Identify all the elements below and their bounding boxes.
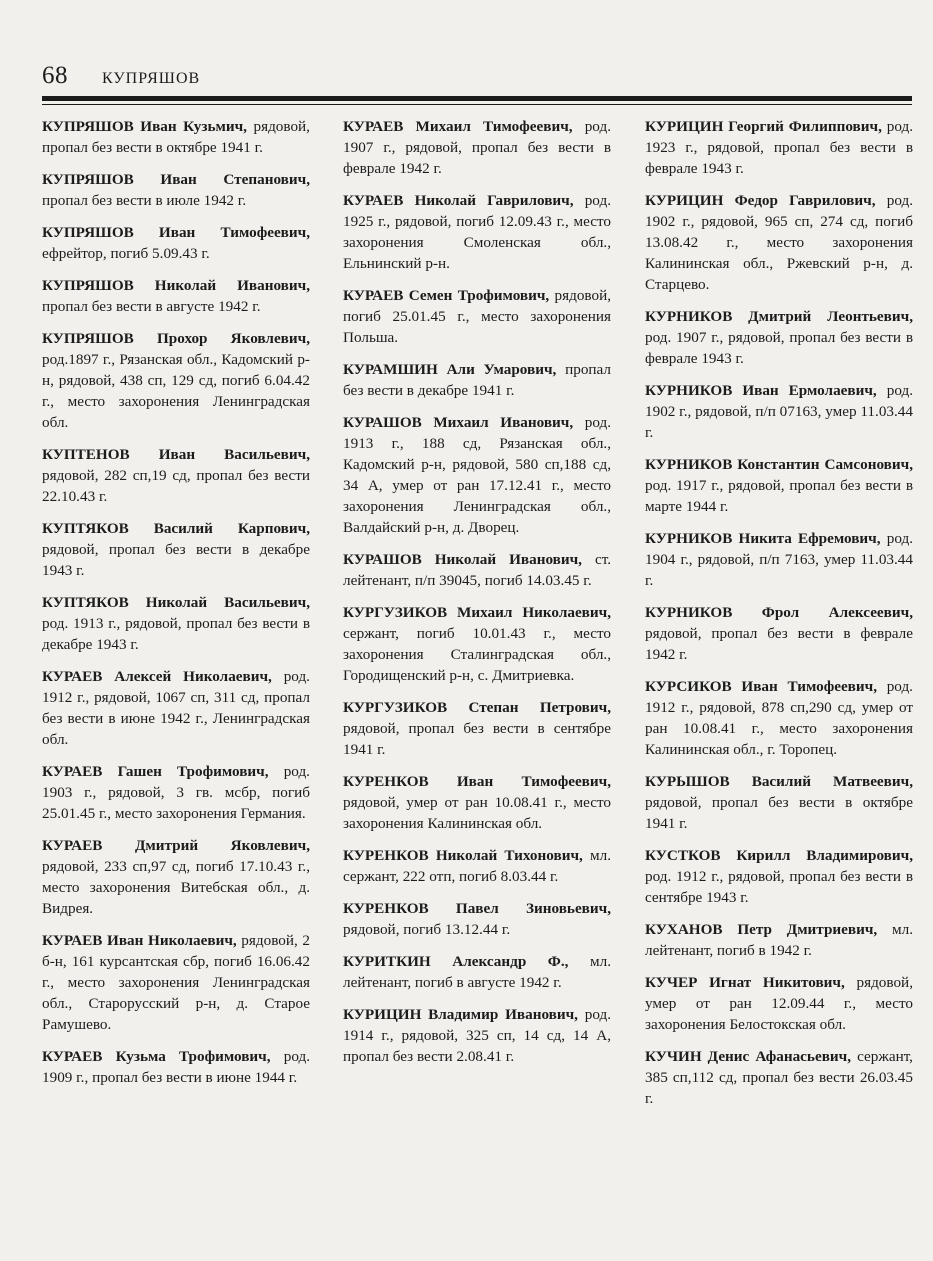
register-entry	[42, 169, 310, 211]
entry-details: сержант, погиб 10.01.43 г., место захоронения Сталинградская обл., Городищенский р-н, с. Дмитриевка.	[343, 625, 611, 684]
entry-name: КУСТКОВ Кирилл Владимирович,	[645, 847, 913, 864]
header-rule-thin	[42, 104, 912, 105]
register-entry	[645, 845, 913, 908]
register-entry	[645, 306, 913, 369]
entry-name: КУПТЕНОВ Иван Васильевич,	[42, 446, 310, 463]
entry-name: КУРАЕВ Дмитрий Яковлевич,	[42, 837, 310, 854]
entry-details: рядовой, пропал без вести в декабре 1943 г.	[42, 541, 310, 579]
entry-details: рядовой, погиб 13.12.44 г.	[343, 921, 511, 938]
entry-name: КУРГУЗИКОВ Михаил Николаевич,	[343, 604, 611, 621]
register-entry	[42, 222, 310, 264]
entry-details: род. 1909 г., пропал без вести в июне 1944 г.	[42, 1048, 310, 1086]
register-entry	[42, 761, 310, 824]
register-entry	[343, 412, 611, 538]
register-entry	[343, 845, 611, 887]
header-rule-thick	[42, 96, 912, 101]
register-entry	[343, 602, 611, 686]
entry-name: КУЧЕР Игнат Никитович,	[645, 974, 845, 991]
page-number: 68	[42, 62, 68, 89]
entry-details: рядовой, умер от ран 12.09.44 г., место захоронения Белостокская обл.	[645, 974, 913, 1033]
entry-name: КУРНИКОВ Дмитрий Леонтьевич,	[645, 308, 913, 325]
register-entry	[42, 518, 310, 581]
entry-name: КУРИТКИН Александр Ф.,	[343, 953, 569, 970]
entry-name: КУПРЯШОВ Иван Тимофеевич,	[42, 224, 310, 241]
column-2	[343, 116, 611, 1078]
entry-details: род. 1917 г., рядовой, пропал без вести в марте 1944 г.	[645, 477, 913, 515]
register-entry	[343, 898, 611, 940]
entry-name: КУПТЯКОВ Николай Васильевич,	[42, 594, 310, 611]
entry-details: род.1897 г., Рязанская обл., Кадомский р-н, рядовой, 438 сп, 129 сд, погиб 6.04.42 г., место захоронения Ленинградская обл.	[42, 351, 310, 431]
page-header	[40, 58, 912, 92]
entry-details: род. 1925 г., рядовой, погиб 12.09.43 г., место захоронения Смоленская обл., Ельнинский р-н.	[343, 192, 611, 272]
entry-details: пропал без вести в декабре 1941 г.	[343, 361, 611, 399]
entry-details: рядовой, пропал без вести в феврале 1942 г.	[645, 625, 913, 663]
register-entry	[42, 930, 310, 1035]
entry-name: КУРИЦИН Георгий Филиппович,	[645, 118, 882, 135]
entry-details: рядовой, 2 б-н, 161 курсантская сбр, погиб 16.06.42 г., место захоронения Ленинградская обл., Старорусский р-н, д. Старое Рамушево.	[42, 932, 310, 1033]
entry-name: КУХАНОВ Петр Дмитриевич,	[645, 921, 878, 938]
entry-name: КУРАЕВ Кузьма Трофимович,	[42, 1048, 271, 1065]
register-entry	[645, 771, 913, 834]
entry-details: род. 1912 г., рядовой, 1067 сп, 311 сд, пропал без вести в июне 1942 г., Ленинградская обл.	[42, 668, 310, 748]
entry-name: КУПРЯШОВ Прохор Яковлевич,	[42, 330, 310, 347]
register-entry	[42, 116, 310, 158]
entry-details: рядовой, пропал без вести в октябре 1941 г.	[645, 794, 913, 832]
register-entry	[42, 1046, 310, 1088]
entry-details: мл. лейтенант, погиб в 1942 г.	[645, 921, 913, 959]
register-entry	[42, 592, 310, 655]
entry-details: род. 1912 г., рядовой, 878 сп,290 сд, умер от ран 10.08.41 г., место захоронения Калининская обл., г. Торопец.	[645, 678, 913, 758]
entry-name: КУРГУЗИКОВ Степан Петрович,	[343, 699, 611, 716]
entry-name: КУРИЦИН Владимир Иванович,	[343, 1006, 578, 1023]
entry-details: ст. лейтенант, п/п 39045, погиб 14.03.45 г.	[343, 551, 611, 589]
entry-name: КУРАШОВ Михаил Иванович,	[343, 414, 574, 431]
entry-details: род. 1907 г., рядовой, пропал без вести в феврале 1942 г.	[343, 118, 611, 177]
column-1	[42, 116, 310, 1099]
entry-details: рядовой, 282 сп,19 сд, пропал без вести 22.10.43 г.	[42, 467, 310, 505]
entry-details: сержант, 385 сп,112 сд, пропал без вести 26.03.45 г.	[645, 1048, 913, 1107]
register-entry	[42, 444, 310, 507]
entry-details: род. 1907 г., рядовой, пропал без вести в феврале 1943 г.	[645, 329, 913, 367]
register-entry	[645, 972, 913, 1035]
column-3	[645, 116, 913, 1120]
register-entry	[343, 285, 611, 348]
entry-details: рядовой, 233 сп,97 сд, погиб 17.10.43 г., место захоронения Витебская обл., д. Видрея.	[42, 858, 310, 917]
entry-name: КУРНИКОВ Иван Ермолаевич,	[645, 382, 877, 399]
entry-name: КУРНИКОВ Фрол Алексеевич,	[645, 604, 913, 621]
entry-details: пропал без вести в августе 1942 г.	[42, 298, 261, 315]
entry-details: рядовой, умер от ран 10.08.41 г., место захоронения Калининская обл.	[343, 794, 611, 832]
entry-name: КУРАЕВ Семен Трофимович,	[343, 287, 550, 304]
entry-details: рядовой, пропал без вести в сентябре 1941 г.	[343, 720, 611, 758]
running-head: КУПРЯШОВ	[102, 70, 201, 87]
register-entry	[343, 116, 611, 179]
entry-name: КУПРЯШОВ Иван Степанович,	[42, 171, 310, 188]
entry-details: мл. лейтенант, погиб в августе 1942 г.	[343, 953, 611, 991]
entry-name: КУРАШОВ Николай Иванович,	[343, 551, 582, 568]
entry-details: род. 1903 г., рядовой, 3 гв. мсбр, погиб 25.01.45 г., место захоронения Германия.	[42, 763, 310, 822]
register-entry	[343, 771, 611, 834]
register-entry	[645, 190, 913, 295]
entry-name: КУРАЕВ Алексей Николаевич,	[42, 668, 272, 685]
register-entry	[645, 116, 913, 179]
entry-name: КУРСИКОВ Иван Тимофеевич,	[645, 678, 877, 695]
entry-name: КУРЕНКОВ Иван Тимофеевич,	[343, 773, 611, 790]
entry-name: КУРАЕВ Гашен Трофимович,	[42, 763, 269, 780]
entry-name: КУЧИН Денис Афанасьевич,	[645, 1048, 852, 1065]
register-entry	[42, 666, 310, 750]
entry-details: род. 1904 г., рядовой, п/п 7163, умер 11.03.44 г.	[645, 530, 913, 589]
entry-name: КУРНИКОВ Никита Ефремович,	[645, 530, 881, 547]
entry-details: пропал без вести в июле 1942 г.	[42, 192, 247, 209]
entry-name: КУРИЦИН Федор Гаврилович,	[645, 192, 876, 209]
entry-details: род. 1923 г., рядовой, пропал без вести в феврале 1943 г.	[645, 118, 913, 177]
register-entry	[645, 602, 913, 665]
entry-name: КУРЕНКОВ Николай Тихонович,	[343, 847, 583, 864]
entry-details: рядовой, погиб 25.01.45 г., место захоронения Польша.	[343, 287, 611, 346]
register-entry	[42, 275, 310, 317]
entry-details: род. 1902 г., рядовой, 965 сп, 274 сд, погиб 13.08.42 г., место захоронения Калининская обл., Ржевский р-н, д. Старцево.	[645, 192, 913, 293]
entry-name: КУРЫШОВ Василий Матвеевич,	[645, 773, 913, 790]
entry-details: род. 1914 г., рядовой, 325 сп, 14 сд, 14 А, пропал без вести 2.08.41 г.	[343, 1006, 611, 1065]
entry-details: род. 1913 г., рядовой, пропал без вести в декабре 1943 г.	[42, 615, 310, 653]
entry-name: КУПРЯШОВ Николай Иванович,	[42, 277, 310, 294]
entry-name: КУРЕНКОВ Павел Зиновьевич,	[343, 900, 611, 917]
entry-details: рядовой, пропал без вести в октябре 1941 г.	[42, 118, 310, 156]
entry-name: КУРАЕВ Николай Гаврилович,	[343, 192, 574, 209]
register-entry	[645, 676, 913, 760]
register-entry	[343, 697, 611, 760]
register-entry	[343, 190, 611, 274]
register-entry	[343, 549, 611, 591]
entry-name: КУПТЯКОВ Василий Карпович,	[42, 520, 310, 537]
register-entry	[645, 454, 913, 517]
entry-name: КУРАМШИН Али Умарович,	[343, 361, 557, 378]
entry-details: род. 1912 г., рядовой, пропал без вести в сентябре 1943 г.	[645, 868, 913, 906]
register-entry	[42, 835, 310, 919]
entry-details: ефрейтор, погиб 5.09.43 г.	[42, 245, 210, 262]
register-entry	[645, 528, 913, 591]
register-entry	[645, 380, 913, 443]
entry-name: КУРАЕВ Иван Николаевич,	[42, 932, 237, 949]
register-entry	[645, 1046, 913, 1109]
register-entry	[42, 328, 310, 433]
entry-name: КУРАЕВ Михаил Тимофеевич,	[343, 118, 573, 135]
entry-name: КУПРЯШОВ Иван Кузьмич,	[42, 118, 247, 135]
register-entry	[343, 1004, 611, 1067]
entry-details: мл. сержант, 222 отп, погиб 8.03.44 г.	[343, 847, 611, 885]
entry-details: род. 1913 г., 188 сд, Рязанская обл., Кадомский р-н, рядовой, 580 сп,188 сд, 34 А, умер от ран 17.12.41 г., место захоронения Ленинградская обл., Валдайский р-н, д. Дворец.	[343, 414, 611, 536]
register-entry	[343, 951, 611, 993]
register-entry	[645, 919, 913, 961]
entry-details: род. 1902 г., рядовой, п/п 07163, умер 11.03.44 г.	[645, 382, 913, 441]
entry-name: КУРНИКОВ Константин Самсонович,	[645, 456, 913, 473]
register-entry	[343, 359, 611, 401]
